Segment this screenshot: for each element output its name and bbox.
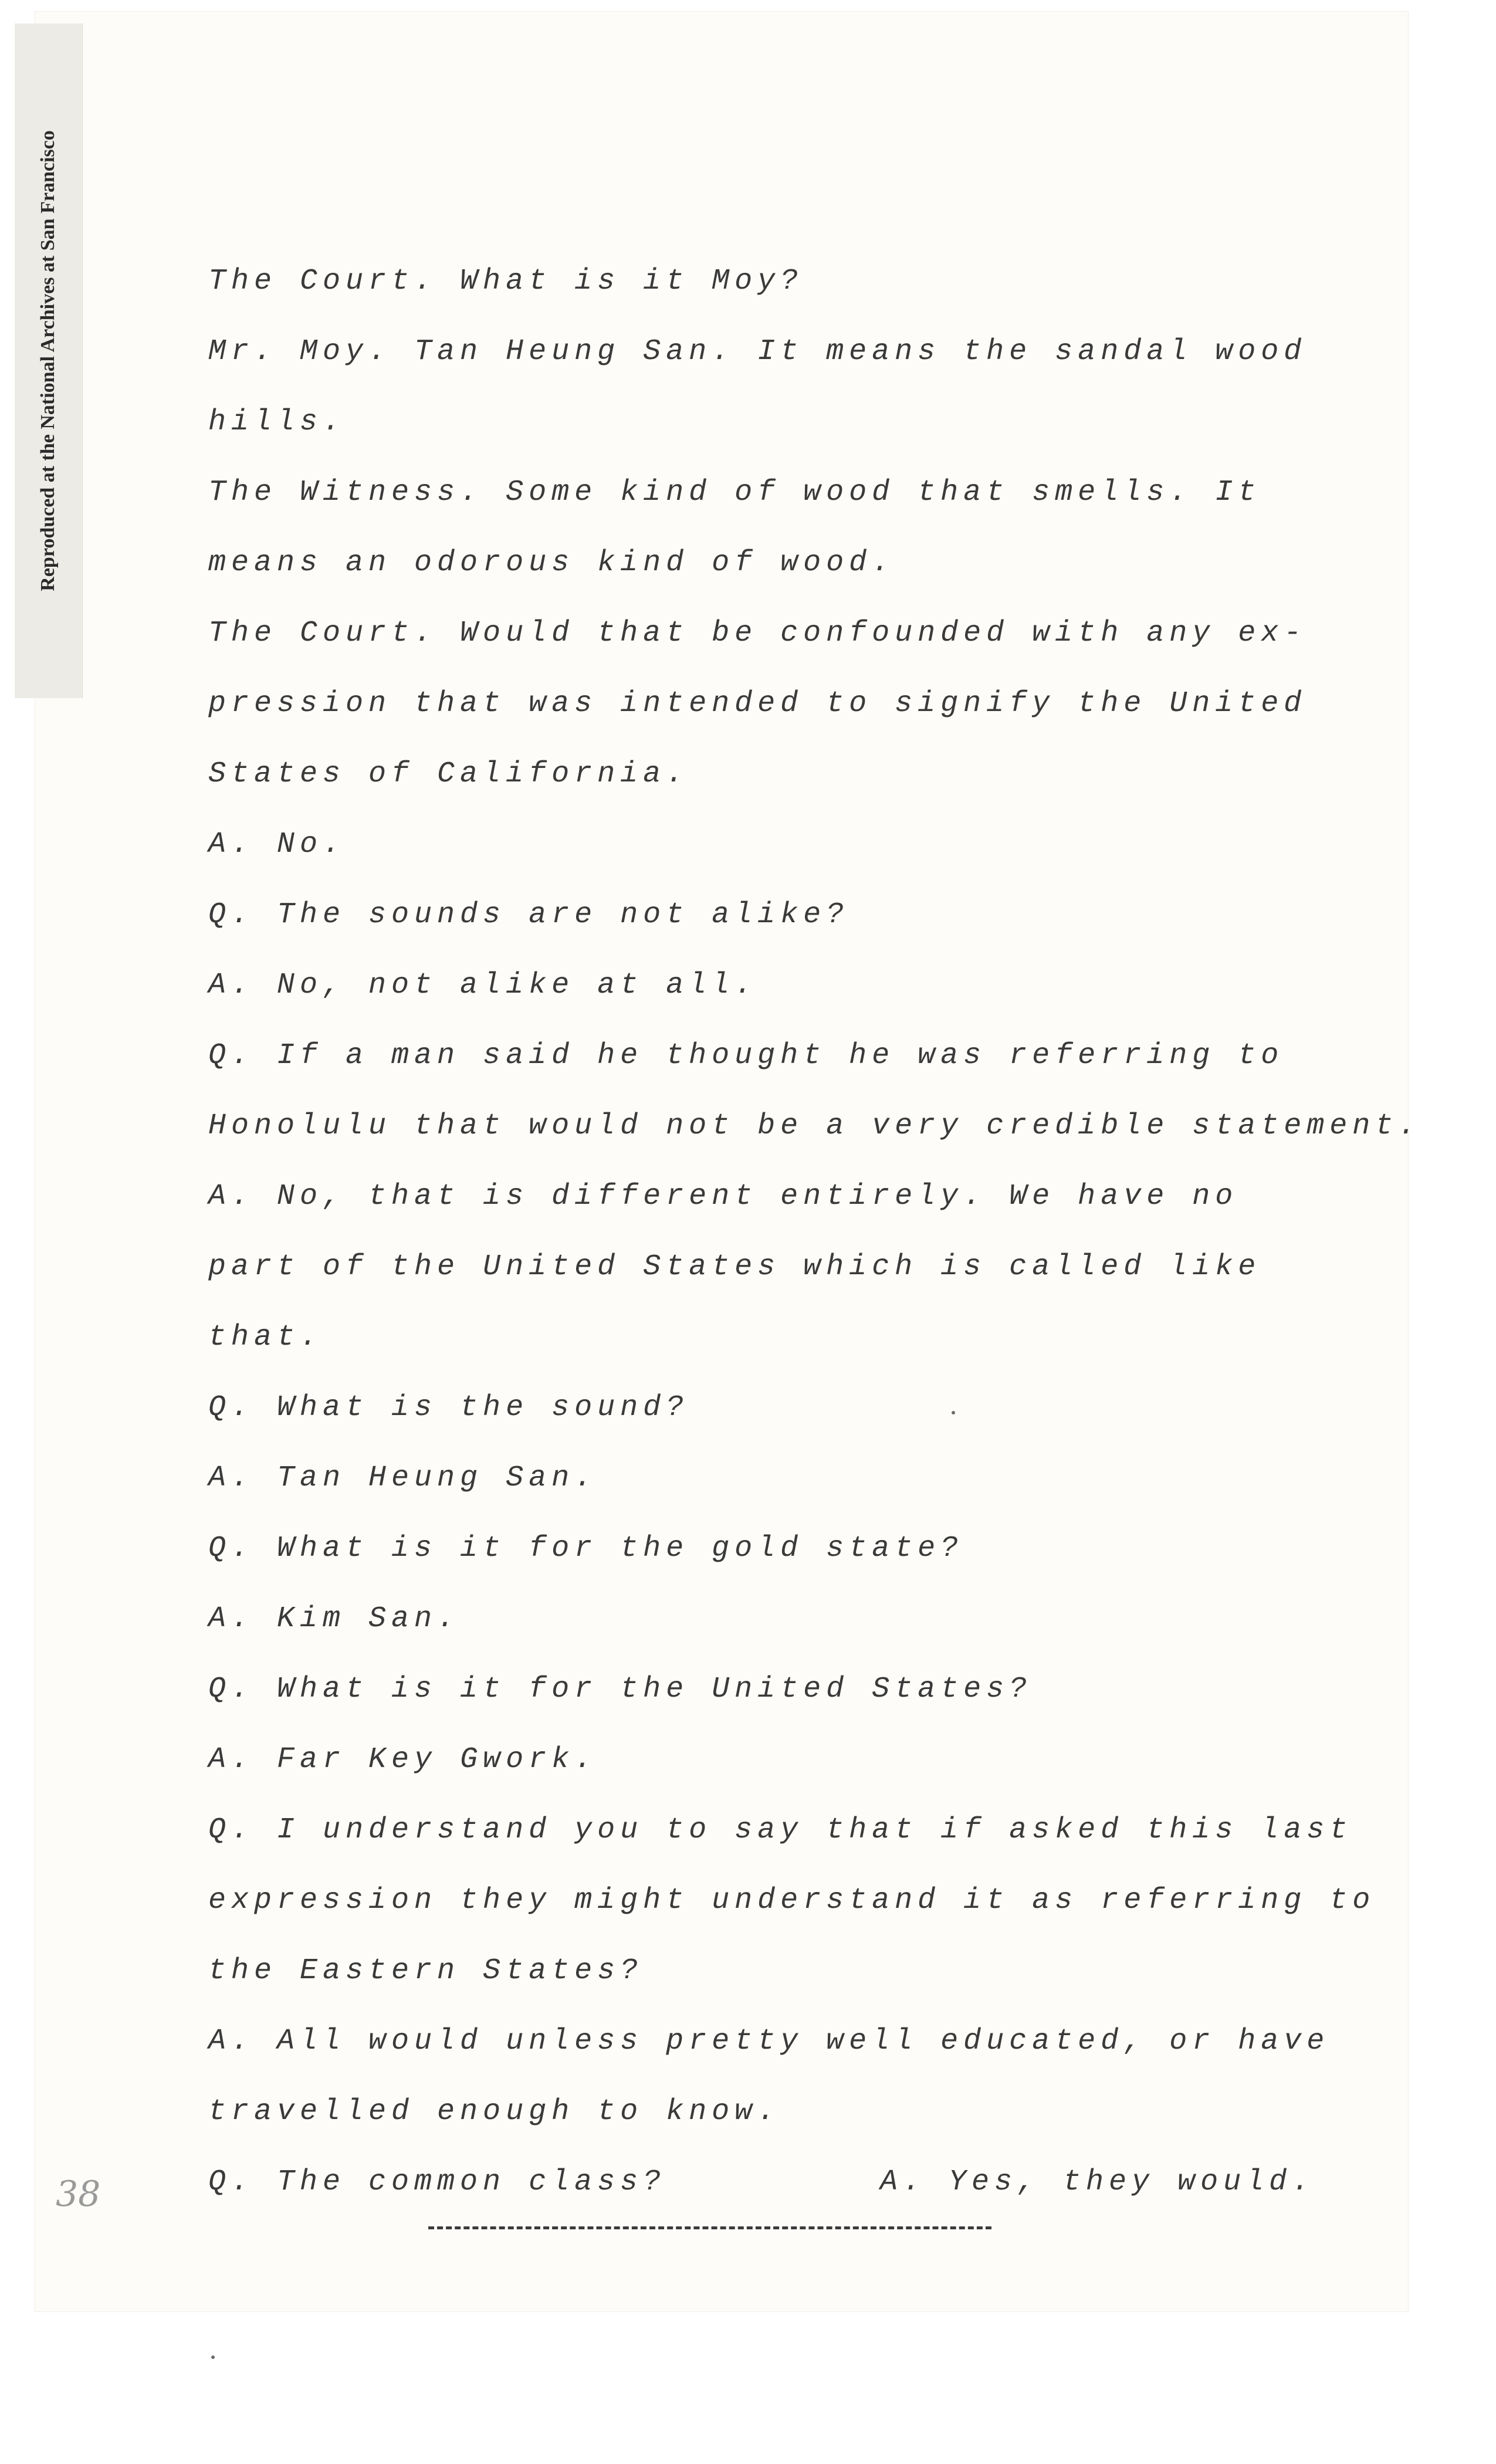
transcript-line: hills. bbox=[208, 405, 346, 439]
transcript-line: Honolulu that would not be a very credible statement. bbox=[208, 1109, 1421, 1143]
transcript-line: that. bbox=[208, 1321, 323, 1354]
final-answer: A. Yes, they would. bbox=[880, 2165, 1315, 2199]
transcript-line: Q. The sounds are not alike? bbox=[208, 898, 849, 932]
transcript-line: The Witness. Some kind of wood that smells. It bbox=[208, 476, 1261, 509]
transcript-line: A. Kim San. bbox=[208, 1602, 461, 1636]
end-of-section-divider bbox=[428, 2226, 991, 2253]
transcript-line: travelled enough to know. bbox=[208, 2095, 781, 2128]
transcript-line: A. No. bbox=[208, 828, 346, 861]
transcript-line: A. All would unless pretty well educated, or have bbox=[208, 2025, 1330, 2058]
transcript-line: Q. If a man said he thought he was referring to bbox=[208, 1039, 1284, 1072]
final-question: Q. The common class? bbox=[208, 2165, 666, 2199]
transcript-body bbox=[208, 246, 1421, 2218]
transcript-line: Q. I understand you to say that if asked this last bbox=[208, 1813, 1353, 1847]
archive-stamp-text: Reproduced at the National Archives at San Francisco bbox=[37, 130, 59, 591]
transcript-line: A. No, that is different entirely. We have no bbox=[208, 1180, 1238, 1213]
transcript-line: Q. What is it for the United States? bbox=[208, 1673, 1033, 1706]
transcript-line: Mr. Moy. Tan Heung San. It means the sandal wood bbox=[208, 335, 1307, 368]
transcript-line: Q. What is the sound? bbox=[208, 1391, 689, 1424]
transcript-line: A. Far Key Gwork. bbox=[208, 1743, 598, 1776]
transcript-line-final bbox=[208, 2147, 1376, 2218]
stray-mark bbox=[952, 1411, 955, 1414]
stray-mark bbox=[211, 2355, 215, 2359]
handwritten-page-number: 38 bbox=[56, 2174, 101, 2215]
transcript-line: expression they might understand it as referring to bbox=[208, 1884, 1376, 1917]
transcript-line: The Court. What is it Moy? bbox=[208, 265, 804, 298]
transcript-line: States of California. bbox=[208, 757, 689, 791]
transcript-line: Q. What is it for the gold state? bbox=[208, 1532, 964, 1565]
transcript-line: part of the United States which is called like bbox=[208, 1250, 1261, 1284]
transcript-line: means an odorous kind of wood. bbox=[208, 546, 895, 580]
transcript-line: A. Tan Heung San. bbox=[208, 1461, 598, 1495]
transcript-line: A. No, not alike at all. bbox=[208, 969, 758, 1002]
transcript-line: the Eastern States? bbox=[208, 1954, 644, 1988]
transcript-line: pression that was intended to signify the United bbox=[208, 687, 1307, 720]
transcript-line: The Court. Would that be confounded with any ex- bbox=[208, 617, 1307, 650]
